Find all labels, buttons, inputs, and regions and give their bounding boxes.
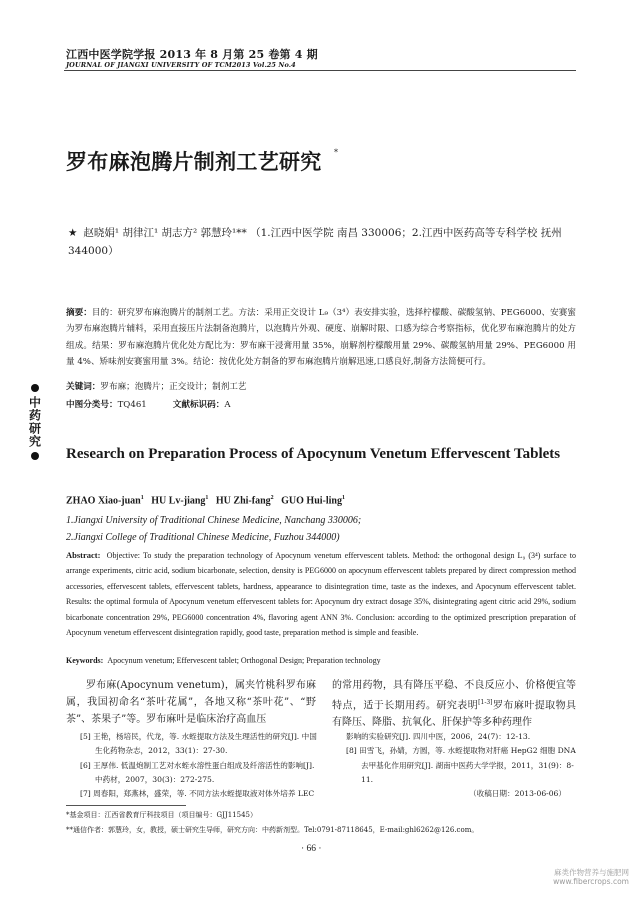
references-right bbox=[346, 730, 576, 801]
body-text-left: 罗布麻(Apocynum venetum)，属夹竹桃科罗布麻属，我国初命名“茶叶花属”，各地又称“茶叶花”、“野茶”、茶果子”等。罗布麻叶是临床治疗高血压 bbox=[66, 680, 316, 725]
affiliation-en: 1.Jiangxi University of Traditional Chinese Medicine, Nanchang 330006; bbox=[66, 515, 362, 526]
received-date: （收稿日期：2013-06-06） bbox=[469, 789, 566, 799]
journal-header-cn: 江西中医学院学报 2013 年 8 月第 25 卷第 4 期 bbox=[66, 48, 318, 61]
doc-code-label: 文献标识码： bbox=[172, 400, 225, 410]
footnote-fund: *基金项目：江西省教育厅科技项目（项目编号：GJJ11545） bbox=[66, 811, 257, 819]
article-title-cn: 罗布麻泡腾片制剂工艺研究 bbox=[66, 150, 322, 174]
keywords-en bbox=[66, 656, 381, 665]
footnote-rule bbox=[66, 805, 186, 806]
abstract-cn-label: 摘要： bbox=[66, 308, 92, 318]
classification-label: 中图分类号： bbox=[66, 400, 118, 410]
bullet-dot-icon bbox=[31, 452, 39, 460]
abstract-en-label: Abstract: bbox=[66, 550, 101, 560]
page-number: · 66 · bbox=[301, 844, 322, 854]
section-side-tab bbox=[22, 382, 48, 462]
author-affil-mark: 2 bbox=[270, 495, 274, 501]
footnote-corresponding: **通信作者：郭慧玲，女，教授，硕士研究生导师，研究方向：中药新剂型。Tel:0791-87118645，E-mail:ghl6262@126.com。 bbox=[66, 826, 479, 834]
body-text-right-part: 的常用药物，具有降压平稳、不良反应小、价格便宜等特点，适于长期用药。研究表明 bbox=[332, 680, 576, 712]
title-footnote-mark: * bbox=[334, 148, 338, 157]
abstract-en bbox=[66, 548, 576, 640]
authors-en bbox=[66, 495, 345, 506]
body-text-right bbox=[332, 677, 576, 731]
keywords-cn bbox=[66, 380, 247, 392]
reference-item: [7] 周春阳，郑燕林，盛荣，等. 不同方法水蛭提取液对体外培养 LEC bbox=[80, 789, 315, 799]
authors-cn-text: 赵晓娟¹ 胡律江¹ 胡志方² 郭慧玲¹** （1.江西中医学院 南昌 330006；2.江西中医药高等专科学校 抚州 344000） bbox=[68, 227, 562, 257]
reference-item: [8] 田雪飞，孙婧，方圆，等. 水蛭提取物对肝癌 HepG2 细胞 DNA 去甲基化作用研究[J]. 湖南中医药大学学报，2011，31(9)：8-11. bbox=[346, 746, 576, 784]
classification-line bbox=[66, 398, 231, 410]
abstract-cn bbox=[66, 305, 576, 371]
body-text-right-part: 罗布麻叶提取物具有降压、降脂、抗氧化、肝保护等多种药理作 bbox=[332, 700, 577, 729]
bullet-dot-icon bbox=[31, 384, 39, 392]
section-side-tab-label: 中药研究 bbox=[27, 396, 42, 448]
references-left bbox=[80, 730, 320, 801]
keywords-en-text: Apocynum venetum; Effervescent tablet; Orthogonal Design; Preparation technology bbox=[107, 656, 381, 665]
doc-code-value: A bbox=[224, 400, 231, 410]
reference-item: [5] 王艳，杨培民，代龙，等. 水蛭提取方法及生理活性的研究[J]. 中国生化药物杂志，2012，33(1)：27-30. bbox=[80, 732, 317, 756]
author-affil-mark: 1 bbox=[342, 495, 345, 501]
watermark-cn: 麻类作物营养与施肥网 bbox=[554, 868, 629, 877]
keywords-en-label: Keywords: bbox=[66, 656, 104, 665]
affiliation-en: 2.Jiangxi College of Traditional Chinese Medicine, Fuzhou 344000) bbox=[66, 532, 340, 543]
reference-item: 影响的实验研究[J]. 四川中医，2006，24(7)：12-13. bbox=[346, 732, 531, 741]
author-en: HU Lv-jiang bbox=[151, 495, 206, 507]
reference-item: [6] 王厚伟. 低温炮制工艺对水蛭水溶性蛋白组成及纤溶活性的影响[J]. 中药材，2007，30(3)：272-275. bbox=[80, 760, 315, 784]
article-title-en: Research on Preparation Process of Apocynum Venetum Effervescent Tablets bbox=[66, 446, 561, 462]
header-rule bbox=[64, 70, 576, 71]
journal-header-en: JOURNAL OF JIANGXI UNIVERSITY OF TCM2013 Vol.25 No.4 bbox=[66, 61, 296, 69]
watermark bbox=[553, 868, 629, 886]
keywords-cn-text: 罗布麻；泡腾片；正交设计；制剂工艺 bbox=[100, 382, 247, 392]
abstract-cn-text: 目的：研究罗布麻泡腾片的制剂工艺。方法：采用正交设计 L₉（3⁴）表安排实验，选择柠檬酸、碳酸氢钠、PEG6000、安赛蜜为罗布麻泡腾片辅料，采用直接压片法制备泡腾片，以泡腾片外观、硬度、崩解时限、口感为综合考察指标，优化罗布麻泡腾片的处方组成。结果：罗布麻泡腾片优化处方配比为：罗布麻干浸膏用量 35%，崩解剂柠檬酸用量 29%、碳酸氢钠用量 29%、PEG6000 用量 4%、矫味剂安赛蜜用量 3%。结论：按优化处方制备的罗布麻泡腾片崩解迅速,口感良好,制备方法简便可行。 bbox=[66, 308, 576, 368]
author-en: ZHAO Xiao-juan bbox=[66, 495, 141, 507]
star-icon: ★ bbox=[68, 227, 78, 239]
authors-cn bbox=[68, 224, 576, 260]
abstract-en-text: Objective: To study the preparation technology of Apocynum venetum effervescent tablets. Method: the orthogonal design L₉ (3⁴) surface to arrange experiments, citric acid, sodium bicarbonate, selection, density is PEG6000 on apocynum effervescent tablets prepared by direct compression method accessories, effervescent tablets, effervescent tablets, hardness, appearance to disintegration time, taste as the indexes, and Apocynum effervescent tablet. Results: the optimal formula of Apocynum venetum effervescent tablets for: Apocynum dry extract dosage 35%, disintegrating agent citric acid 29%, sodium bicarbonate concentration 29%, PEG6000 concentration 4%, flavoring agent ANN 3%. Conclusion: according to the optimized prescription preparation of Apocynum venetum effervescent disintegration rapidly, good taste, preparation method is simple and feasible. bbox=[66, 551, 577, 638]
author-affil-mark: 1 bbox=[140, 495, 144, 501]
classification-value: TQ461 bbox=[117, 400, 147, 410]
author-en: HU Zhi-fang bbox=[215, 495, 271, 507]
watermark-url: www.fibercrops.com bbox=[553, 877, 629, 886]
author-affil-mark: 1 bbox=[205, 495, 209, 501]
author-en: GUO Hui-ling bbox=[281, 495, 342, 507]
citation-mark: [1-3] bbox=[478, 699, 493, 706]
keywords-cn-label: 关键词： bbox=[66, 382, 101, 392]
